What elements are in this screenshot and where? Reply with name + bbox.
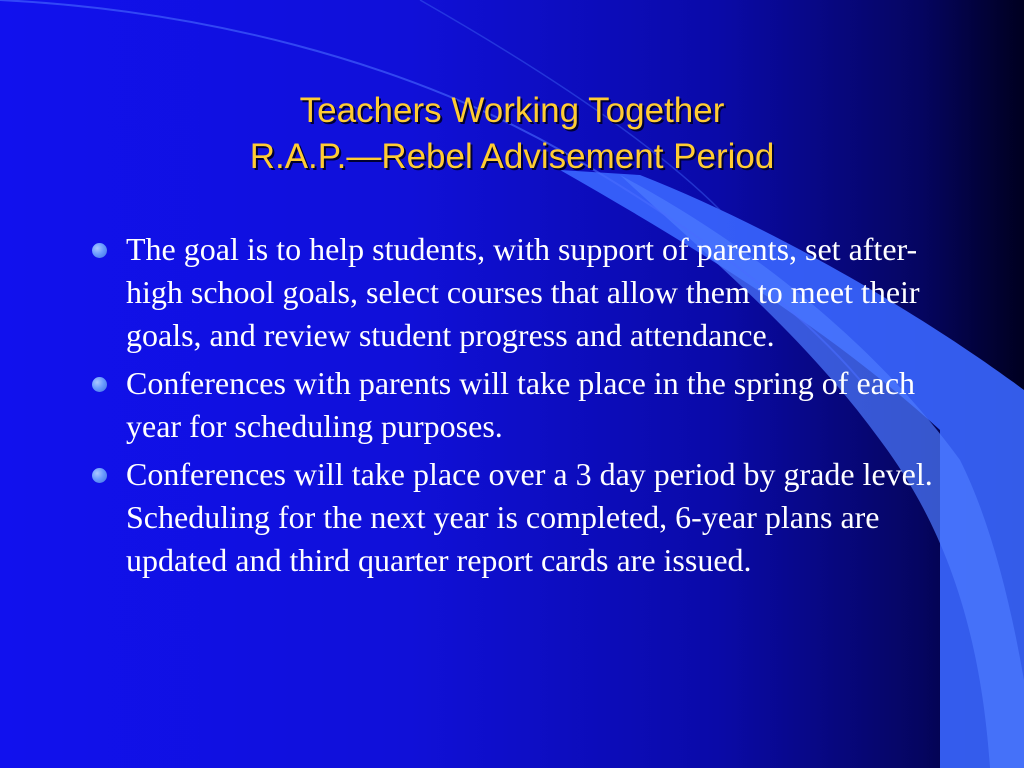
bullet-text: Conferences will take place over a 3 day period by grade level. Scheduling for the next year is completed, 6-year plans are updated and third quarter report cards are issued. bbox=[126, 456, 933, 578]
bullet-icon bbox=[92, 243, 107, 258]
title-line-1: Teachers Working Together bbox=[299, 91, 725, 130]
bullet-icon bbox=[92, 468, 107, 483]
bullet-item bbox=[92, 453, 942, 582]
bullet-text: Conferences with parents will take place in the spring of each year for scheduling purposes. bbox=[126, 365, 916, 444]
bullet-item bbox=[92, 362, 942, 448]
bullet-text: The goal is to help students, with support of parents, set after-high school goals, select courses that allow them to meet their goals, and review student progress and attendance. bbox=[126, 231, 920, 353]
bullet-icon bbox=[92, 377, 107, 392]
bullet-list bbox=[92, 228, 942, 587]
title-line-2: R.A.P.—Rebel Advisement Period bbox=[249, 137, 775, 176]
bullet-item bbox=[92, 228, 942, 357]
slide-title bbox=[0, 88, 1024, 180]
